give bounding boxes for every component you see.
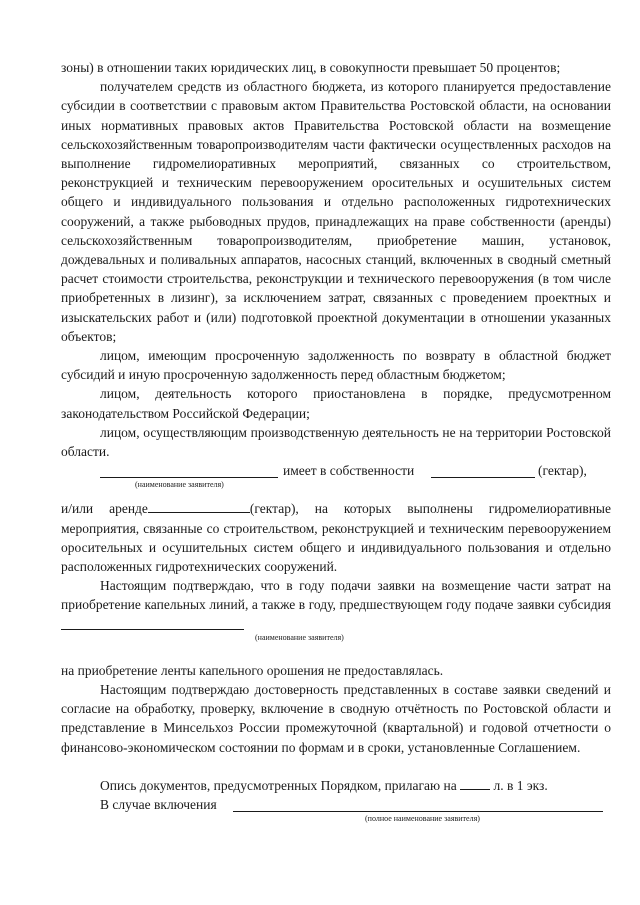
applicant-name-field-2[interactable]: [61, 615, 244, 630]
paragraph-accuracy: Настоящим подтверждаю достоверность представленных в составе заявки сведений и согласие на обработку, проверку, включение в сводную отчётность по Ростовской области и представление в Минсельхоз России промежуточной (квартальной) и годовой отчетности о финансово-экономическом состоянии по формам и в сроки, установленные Соглашением.: [61, 682, 611, 755]
ownership-label: имеет в собственности: [283, 463, 415, 479]
paragraph-suspended-activity: лицом, деятельность которого приостановлена в порядке, предусмотренном законодательством Российской Федерации;: [61, 386, 611, 421]
owned-hectares-field[interactable]: [431, 463, 535, 478]
paragraph-rent: [61, 498, 611, 576]
paragraph-drip-tape: на приобретение ленты капельного орошения не предоставлялась.: [61, 662, 444, 678]
ownership-row: [61, 461, 611, 490]
spacer: [61, 647, 611, 661]
paragraph-criteria-tail: зоны) в отношении таких юридических лиц, в совокупности превышает 50 процентов;: [61, 60, 561, 75]
rent-lead-text: и/или аренде: [61, 501, 148, 517]
full-applicant-name-caption: (полное наименование заявителя): [365, 814, 480, 824]
confirm-text: Настоящим подтверждаю, что в году подачи заявки на возмещение части затрат на приобретение капельных линий, а также в году, предшествующем году подаче заявки субсидия: [61, 578, 611, 613]
inventory-text: Опись документов, предусмотренных Порядком, прилагаю на: [100, 777, 457, 793]
full-applicant-name-field[interactable]: [233, 797, 603, 812]
paragraph-overdue-debt: лицом, имеющим просроченную задолженность по возврату в областной бюджет субсидий и иную просроченную задолженность перед областным бюджетом;: [61, 348, 611, 383]
applicant-name-caption: (наименование заявителя): [135, 480, 224, 490]
paragraph-confirm-subsidy: [61, 576, 611, 635]
inclusion-text: В случае включения: [100, 797, 217, 813]
inclusion-row: [61, 795, 611, 824]
applicant-name-field[interactable]: [100, 463, 278, 478]
sheet-count-field[interactable]: [460, 775, 490, 790]
paragraph-territory: лицом, осуществляющим производственную деятельность не на территории Ростовской области.: [61, 424, 611, 460]
inventory-after-text: л. в 1 экз.: [493, 777, 548, 793]
inventory-row: [61, 775, 611, 795]
spacer: [61, 757, 611, 775]
applicant-name-caption-2: (наименование заявителя): [255, 632, 344, 642]
rented-hectares-field[interactable]: [148, 498, 250, 513]
rent-rest-text: (гектар), на которых выполнены гидромелиоративные мероприятия, связанные со строительством, реконструкцией и техническим перевооружением оросительных и осушительных систем общего и индивидуального пользования и отдельно расположенных гидротехнических сооружений.: [61, 501, 611, 575]
document-page: [61, 58, 611, 824]
hectare-unit-label: (гектар),: [538, 463, 587, 479]
paragraph-budget-recipient: получателем средств из областного бюджета, из которого планируется предоставление субсидии в соответствии с правовым актом Правительства Ростовской области, на основании иных нормативных правовых актов Правительства Ростовской области на возмещение сельскохозяйственным товаропроизводителям части фактически осуществленных расходов на выполнение гидромелиоративных мероприятий, связанных со строительством, реконструкцией и техническим перевооружением оросительных и осушительных систем общего и индивидуального пользования и отдельно расположенных гидротехнических сооружений, а также рыбоводных прудов, принадлежащих на праве собственности (аренды) сельскохозяйственным товаропроизводителям, приобретение машин, установок, дождевальных и поливальных аппаратов, насосных станций, включенных в сводный сметный расчет стоимости строительства, реконструкции и технического перевооружения (в том числе приобретенных в лизинг), за исключением затрат, связанных с проведением проектных и изыскательских работ и (или) подготовкой проектной документации в отношении указанных объектов;: [61, 79, 611, 344]
caption-row: [61, 632, 611, 647]
